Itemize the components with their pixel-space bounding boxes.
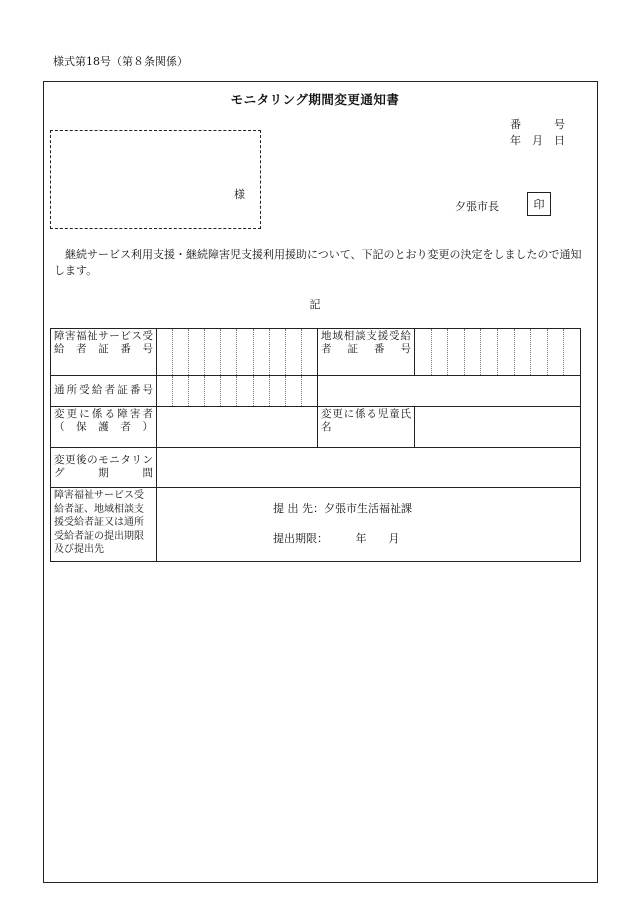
child-label: 変更に係る児童氏名 — [318, 407, 415, 448]
ki-heading: 記 — [309, 298, 321, 311]
notice-table — [50, 328, 581, 562]
digit-grid — [415, 329, 580, 375]
digit-grid — [157, 376, 317, 406]
addressee-box — [50, 130, 261, 229]
disability-cert-number-field[interactable] — [157, 329, 318, 376]
deadline-label: 障害福祉サービス受給者証、地域相談支援受給者証又は通所受給者証の提出期限及び提出先 — [51, 488, 157, 562]
blank-cell — [318, 376, 581, 407]
form-number: 様式第18号（第８条関係） — [53, 55, 188, 68]
period-field[interactable] — [157, 448, 581, 488]
issuer-mayor: 夕張市長 — [455, 200, 499, 213]
submit-to-text: 提 出 先：夕張市生活福祉課 — [273, 502, 412, 515]
consult-cert-number-field[interactable] — [415, 329, 581, 376]
person-label: 変更に係る障害者（保護者） — [51, 407, 157, 448]
consult-cert-label: 地域相談支援受給者証番号 — [318, 329, 415, 376]
disability-cert-label: 障害福祉サービス受給者証番号 — [51, 329, 157, 376]
child-name-field[interactable] — [415, 407, 581, 448]
period-label: 変更後のモニタリング期間 — [51, 448, 157, 488]
tsusho-cert-number-field[interactable] — [157, 376, 318, 407]
addressee-honorific: 様 — [234, 188, 245, 201]
notice-body-text: 継続サービス利用支援・継続障害児支援利用援助について、下記のとおり変更の決定をしましたので通知します。 — [54, 248, 582, 277]
tsusho-cert-label: 通所受給者証番号 — [51, 376, 157, 407]
document-date-label: 年 月 日 — [510, 134, 565, 147]
person-name-field[interactable] — [157, 407, 318, 448]
document-title: モニタリング期間変更通知書 — [230, 92, 400, 107]
document-number-label: 番 号 — [510, 118, 565, 131]
deadline-content — [157, 488, 581, 562]
seal-box: 印 — [527, 192, 551, 216]
digit-grid — [157, 329, 317, 375]
submit-deadline-text: 提出期限： 年 月 — [273, 532, 400, 545]
